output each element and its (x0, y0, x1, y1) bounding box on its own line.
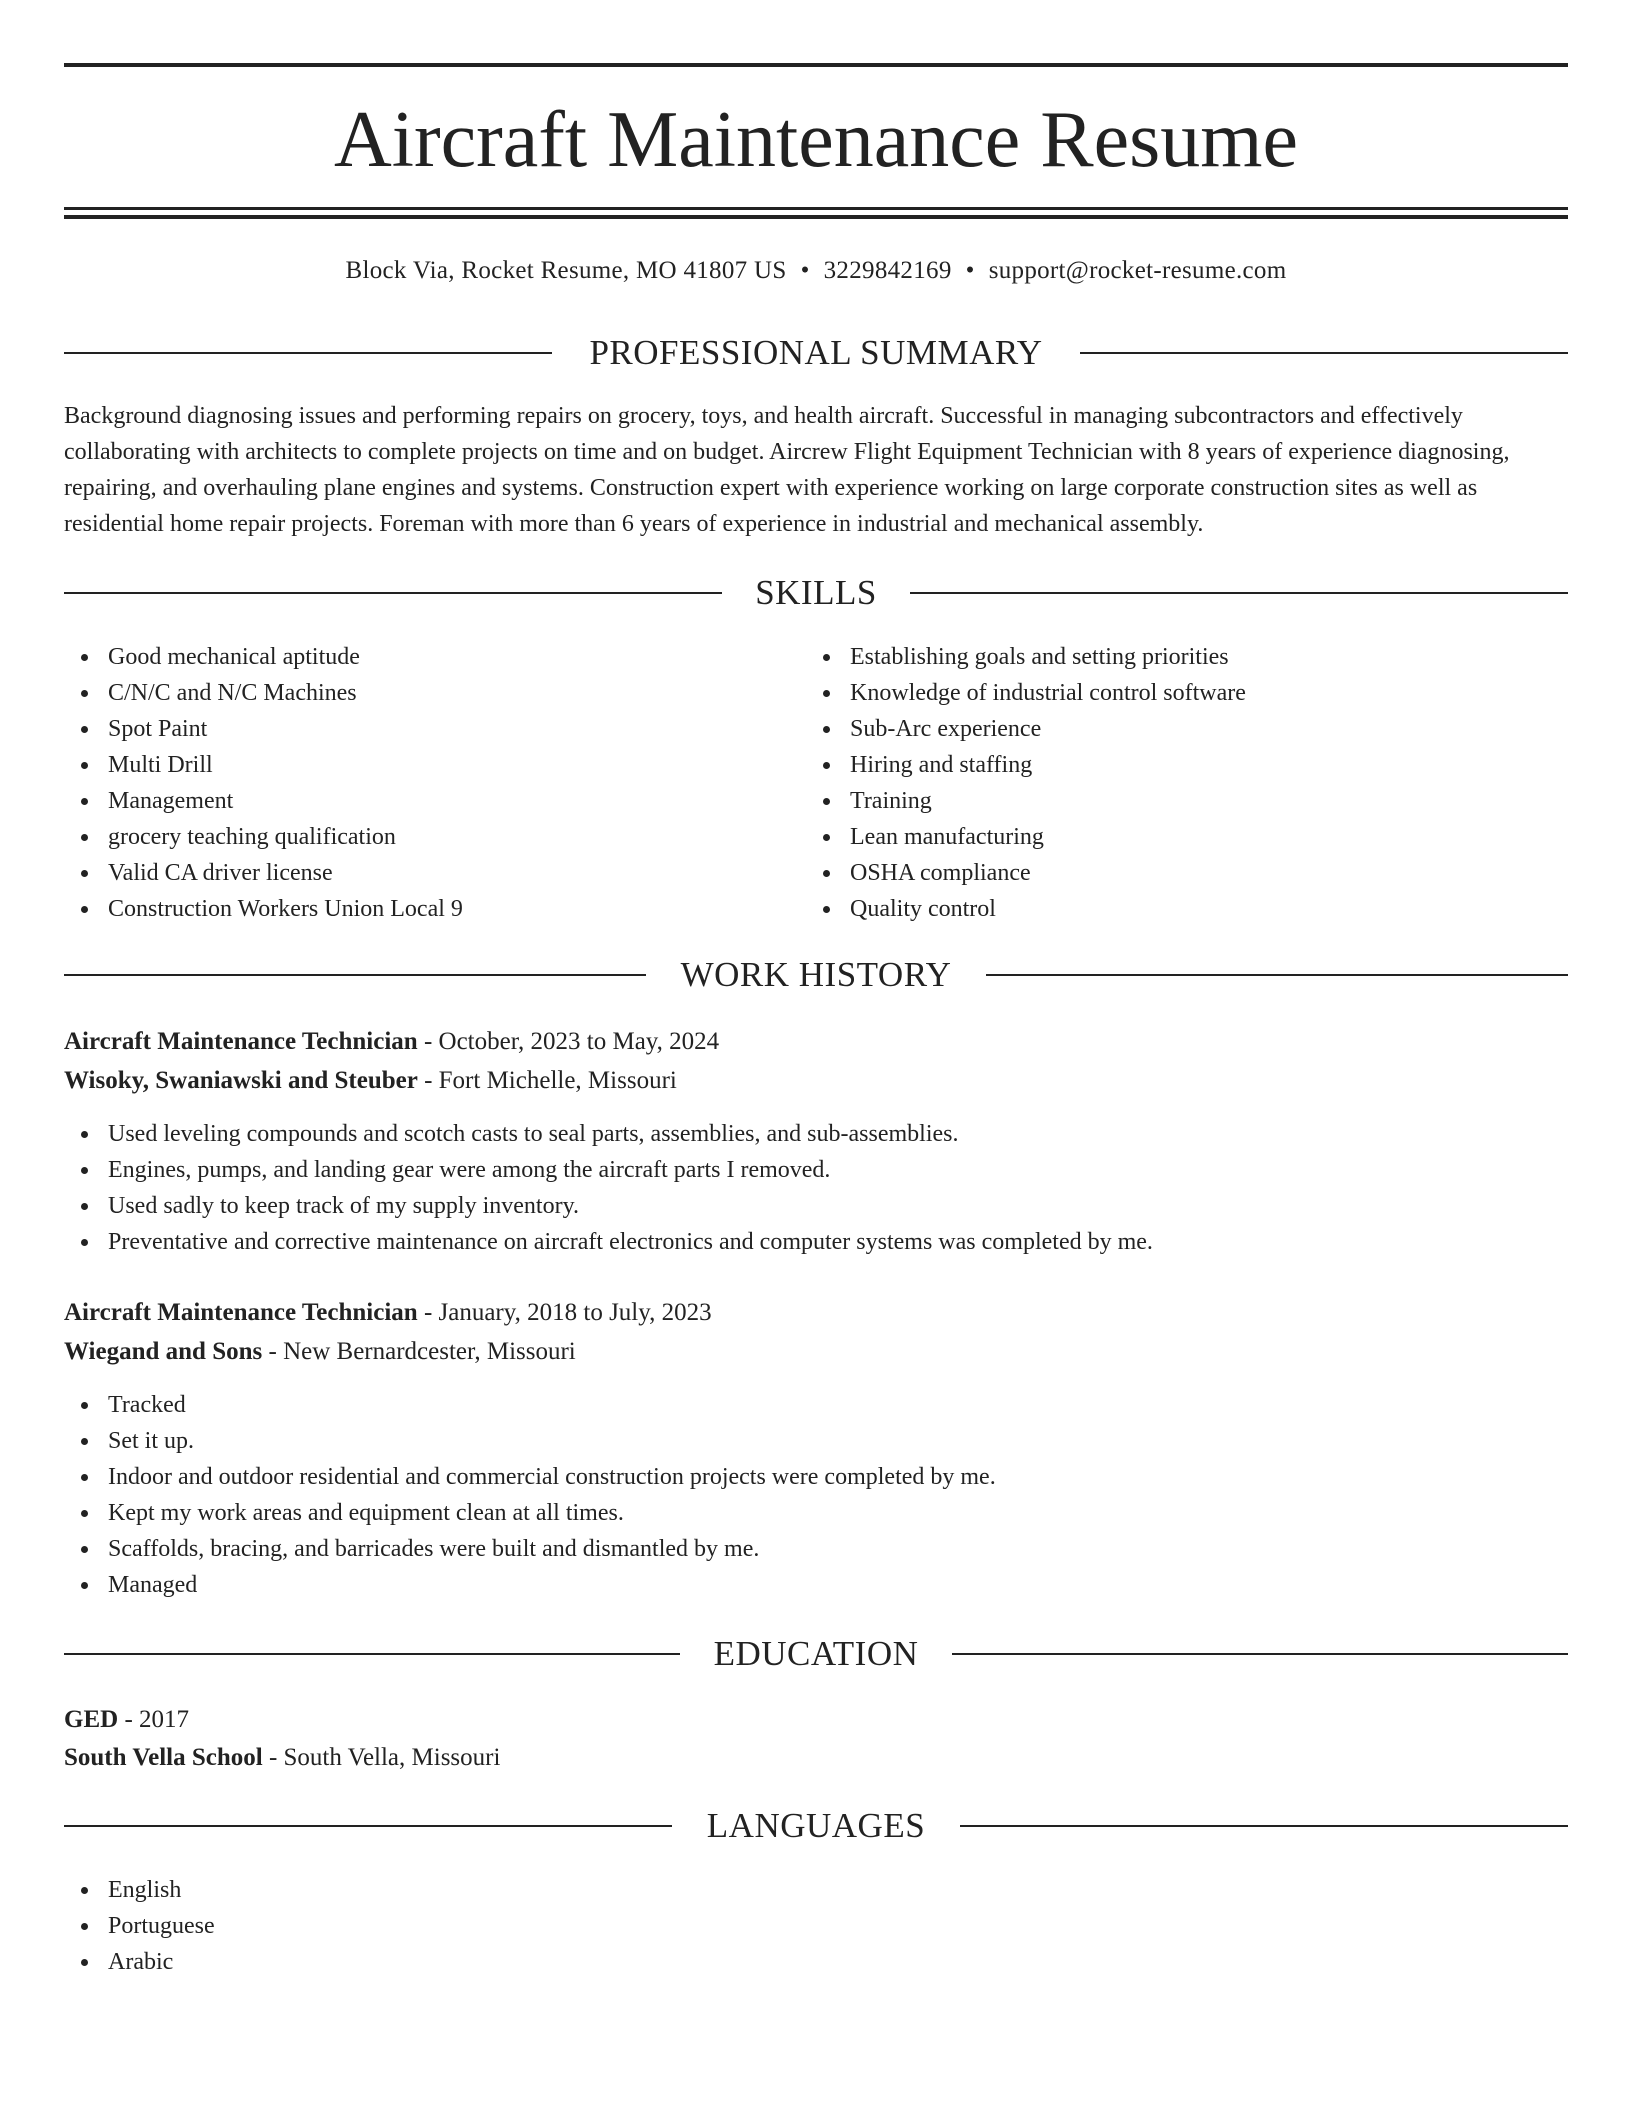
job-dates: - October, 2023 to May, 2024 (417, 1028, 720, 1055)
job-title-line (64, 1024, 1568, 1060)
section-header-summary (64, 331, 1568, 375)
section-header-education (64, 1632, 1568, 1676)
page-title: Aircraft Maintenance Resume (333, 96, 1299, 184)
job-duty-item: Kept my work areas and equipment clean at all times. (64, 1495, 1568, 1531)
contact-separator: • (965, 257, 975, 284)
education-degree: GED (64, 1706, 119, 1733)
skill-item: grocery teaching qualification (64, 819, 804, 855)
job-location: - Fort Michelle, Missouri (417, 1067, 677, 1094)
languages-list (64, 1872, 1568, 1980)
education-year: - 2017 (118, 1706, 190, 1733)
skill-item: Hiring and staffing (806, 747, 1566, 783)
language-item: Portuguese (64, 1908, 1568, 1944)
job-company: Wiegand and Sons (64, 1338, 263, 1365)
job-duty-item: Scaffolds, bracing, and barricades were built and dismantled by me. (64, 1531, 1568, 1567)
section-title-summary: PROFESSIONAL SUMMARY (589, 333, 1043, 372)
education-school-line (64, 1740, 1568, 1776)
job-duty-item: Engines, pumps, and landing gear were among the aircraft parts I removed. (64, 1152, 1568, 1188)
education-school: South Vella School (64, 1744, 263, 1771)
skill-item: Knowledge of industrial control software (806, 675, 1566, 711)
skill-item: Construction Workers Union Local 9 (64, 891, 804, 927)
skill-item: Quality control (806, 891, 1566, 927)
skill-item: C/N/C and N/C Machines (64, 675, 804, 711)
section-title-languages: LANGUAGES (706, 1806, 926, 1845)
language-item: Arabic (64, 1944, 1568, 1980)
education-degree-line (64, 1702, 1568, 1738)
job-duties-list (64, 1387, 1568, 1603)
skill-item: Training (806, 783, 1566, 819)
skills-list-left (64, 639, 804, 927)
job-duty-item: Preventative and corrective maintenance on aircraft electronics and computer systems was completed by me. (64, 1224, 1568, 1260)
contact-phone: 3229842169 (823, 257, 952, 284)
skill-item: Good mechanical aptitude (64, 639, 804, 675)
job-duty-item: Tracked (64, 1387, 1568, 1423)
skill-item: Lean manufacturing (806, 819, 1566, 855)
skill-item: Valid CA driver license (64, 855, 804, 891)
skills-list-right (806, 639, 1566, 927)
job-title: Aircraft Maintenance Technician (64, 1028, 418, 1055)
section-title-skills: SKILLS (755, 573, 877, 612)
education-location: - South Vella, Missouri (262, 1744, 501, 1771)
contact-email: support@rocket-resume.com (988, 257, 1287, 284)
section-header-work-history (64, 953, 1568, 997)
skill-item: Spot Paint (64, 711, 804, 747)
section-title-work-history: WORK HISTORY (680, 955, 952, 994)
title-rule-lower (64, 215, 1568, 219)
skill-item: Management (64, 783, 804, 819)
job-duty-item: Used leveling compounds and scotch casts to seal parts, assemblies, and sub-assemblies. (64, 1116, 1568, 1152)
contact-separator: • (800, 257, 810, 284)
job-duties-list (64, 1116, 1568, 1260)
job-duty-item: Managed (64, 1567, 1568, 1603)
job-title-line (64, 1295, 1568, 1331)
job-dates: - January, 2018 to July, 2023 (417, 1299, 712, 1326)
job-duty-item: Set it up. (64, 1423, 1568, 1459)
skill-item: OSHA compliance (806, 855, 1566, 891)
job-company: Wisoky, Swaniawski and Steuber (64, 1067, 418, 1094)
section-header-languages (64, 1804, 1568, 1848)
job-duty-item: Indoor and outdoor residential and commercial construction projects were completed by me. (64, 1459, 1568, 1495)
section-title-education: EDUCATION (713, 1634, 919, 1673)
job-company-line (64, 1334, 1568, 1370)
skill-item: Multi Drill (64, 747, 804, 783)
skill-item: Sub-Arc experience (806, 711, 1566, 747)
summary-text: Background diagnosing issues and performing repairs on grocery, toys, and health aircraft. Successful in managing subcontractors and effectively collaborating with architects to complete projects on time and on budget. Aircrew Flight Equipment Technician with 8 years of experience diagnosing, repairing, and overhauling plane engines and systems. Construction expert with experience working on large corporate construction sites as well as residential home repair projects. Foreman with more than 6 years of experience in industrial and mechanical assembly. (64, 403, 1510, 537)
title-rule-upper (64, 207, 1568, 210)
job-company-line (64, 1063, 1568, 1099)
top-rule (64, 63, 1568, 67)
job-location: - New Bernardcester, Missouri (262, 1338, 576, 1365)
contact-address: Block Via, Rocket Resume, MO 41807 US (345, 257, 787, 284)
job-duty-item: Used sadly to keep track of my supply inventory. (64, 1188, 1568, 1224)
language-item: English (64, 1872, 1568, 1908)
section-header-skills (64, 571, 1568, 615)
skill-item: Establishing goals and setting priorities (806, 639, 1566, 675)
contact-line (64, 254, 1568, 288)
job-title: Aircraft Maintenance Technician (64, 1299, 418, 1326)
